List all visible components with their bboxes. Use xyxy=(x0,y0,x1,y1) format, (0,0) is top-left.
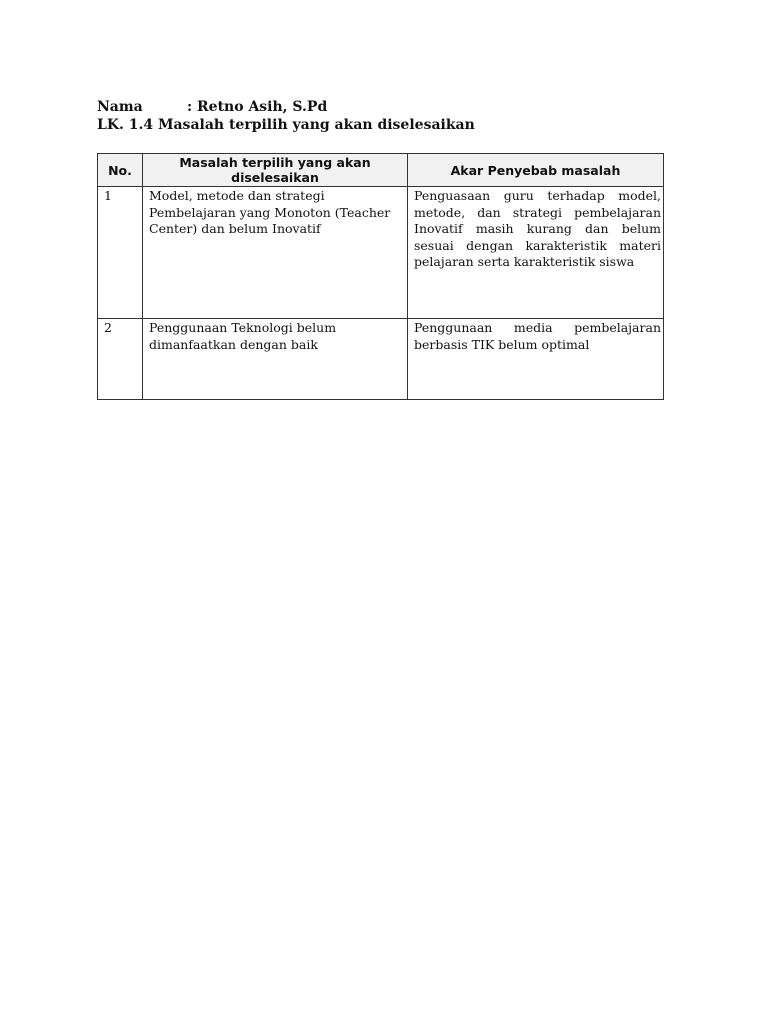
header-no: No. xyxy=(98,154,143,187)
header-masalah: Masalah terpilih yang akan diselesaikan xyxy=(143,154,408,187)
row-number: 2 xyxy=(98,319,143,400)
table-header-row xyxy=(98,154,664,187)
header-penyebab: Akar Penyebab masalah xyxy=(408,154,664,187)
document-title: LK. 1.4 Masalah terpilih yang akan diselesaikan xyxy=(97,117,475,133)
row-number: 1 xyxy=(98,187,143,319)
row-masalah: Model, metode dan strategi Pembelajaran yang Monoton (Teacher Center) dan belum Inovatif xyxy=(143,187,408,319)
name-value: : Retno Asih, S.Pd xyxy=(187,99,328,115)
table-row xyxy=(98,187,664,319)
row-masalah: Penggunaan Teknologi belum dimanfaatkan dengan baik xyxy=(143,319,408,400)
problem-table xyxy=(97,153,664,400)
name-line xyxy=(97,98,475,116)
row-penyebab: Penguasaan guru terhadap model, metode, dan strategi pembelajaran Inovatif masih kurang dan belum sesuai dengan karakteristik materi pelajaran serta karakteristik siswa xyxy=(408,187,664,319)
name-label: Nama xyxy=(97,99,143,115)
document-header xyxy=(97,98,475,134)
table-row xyxy=(98,319,664,400)
row-penyebab: Penggunaan media pembelajaran berbasis TIK belum optimal xyxy=(408,319,664,400)
